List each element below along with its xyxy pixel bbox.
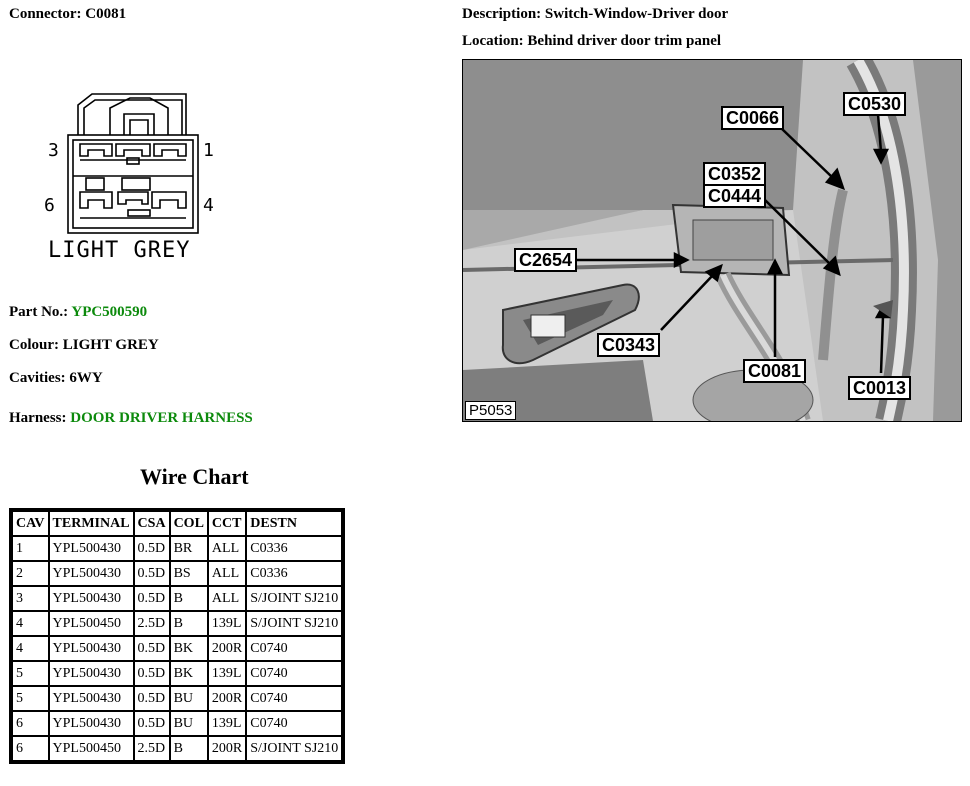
callout-c0066: C0066 [721,106,784,130]
pin-label-6: 6 [44,195,55,216]
wire-chart-title: Wire Chart [140,464,249,489]
cavities-row [9,370,103,387]
table-row [13,537,341,560]
callout-c0013: C0013 [848,376,911,400]
cell-cct: 139L [209,712,245,735]
colour-label: Colour: [9,337,59,353]
callout-c0343: C0343 [597,333,660,357]
part-number-label: Part No.: [9,304,69,320]
callout-c0444: C0444 [703,184,766,208]
cell-col: B [171,612,207,635]
cell-csa: 0.5D [135,712,169,735]
cell-destn: C0336 [247,562,341,585]
table-row [13,637,341,660]
table-row [13,562,341,585]
cavities-label: Cavities: [9,370,66,386]
cell-cav: 3 [13,587,48,610]
cell-terminal: YPL500430 [50,687,133,710]
pin-label-4: 4 [203,195,214,216]
column-header-csa: CSA [135,512,169,535]
cell-col: BU [171,712,207,735]
callout-c2654: C2654 [514,248,577,272]
callout-c0352: C0352 [703,162,766,186]
cell-csa: 0.5D [135,637,169,660]
cell-cct: ALL [209,562,245,585]
cell-destn: S/JOINT SJ210 [247,737,341,760]
cell-col: BR [171,537,207,560]
part-number-row [9,304,147,321]
column-header-cct: CCT [209,512,245,535]
cell-terminal: YPL500430 [50,537,133,560]
cell-terminal: YPL500430 [50,587,133,610]
harness-row [9,410,253,427]
part-number-link[interactable]: YPC500590 [71,304,148,320]
cell-col: B [171,587,207,610]
cell-destn: C0336 [247,537,341,560]
callout-c0530: C0530 [843,92,906,116]
cell-terminal: YPL500430 [50,562,133,585]
pin-label-1: 1 [203,140,214,161]
cell-cav: 6 [13,712,48,735]
cell-cav: 4 [13,637,48,660]
location-photo [462,59,962,422]
callout-c0081: C0081 [743,359,806,383]
cell-cct: 200R [209,737,245,760]
connector-colour-caption: LIGHT GREY [48,238,191,263]
column-header-col: COL [171,512,207,535]
connector-heading [9,6,126,23]
table-row [13,612,341,635]
table-row [13,587,341,610]
location-label: Location: [462,33,524,49]
column-header-destn: DESTN [247,512,341,535]
cell-cav: 1 [13,537,48,560]
cell-cct: 200R [209,687,245,710]
table-row [13,737,341,760]
cell-csa: 0.5D [135,587,169,610]
column-header-cav: CAV [13,512,48,535]
cell-cav: 5 [13,687,48,710]
colour-value: LIGHT GREY [62,337,159,353]
table-row [13,712,341,735]
cell-col: BU [171,687,207,710]
cell-terminal: YPL500430 [50,712,133,735]
cell-cav: 2 [13,562,48,585]
table-header-row [13,512,341,535]
description-value: Switch-Window-Driver door [544,6,729,22]
cell-cav: 6 [13,737,48,760]
cell-col: BS [171,562,207,585]
wire-chart-table [9,508,345,764]
location-heading [462,33,721,50]
cell-terminal: YPL500450 [50,612,133,635]
cell-cct: ALL [209,587,245,610]
cell-cct: 139L [209,662,245,685]
connector-label: Connector: [9,6,82,22]
cell-terminal: YPL500430 [50,637,133,660]
description-label: Description: [462,6,542,22]
table-row [13,662,341,685]
cell-terminal: YPL500430 [50,662,133,685]
cell-terminal: YPL500450 [50,737,133,760]
cell-destn: C0740 [247,662,341,685]
cell-csa: 2.5D [135,612,169,635]
cell-col: B [171,737,207,760]
cell-destn: C0740 [247,712,341,735]
location-value: Behind driver door trim panel [527,33,722,49]
cell-csa: 0.5D [135,687,169,710]
cell-col: BK [171,637,207,660]
cell-csa: 2.5D [135,737,169,760]
cell-cav: 4 [13,612,48,635]
harness-link[interactable]: DOOR DRIVER HARNESS [70,410,253,426]
cell-destn: S/JOINT SJ210 [247,612,341,635]
cell-csa: 0.5D [135,537,169,560]
table-row [13,687,341,710]
photo-reference-code: P5053 [465,401,516,420]
cell-destn: S/JOINT SJ210 [247,587,341,610]
cell-destn: C0740 [247,687,341,710]
cell-cct: ALL [209,537,245,560]
cell-destn: C0740 [247,637,341,660]
harness-label: Harness: [9,410,67,426]
pin-label-3: 3 [48,140,59,161]
cell-cav: 5 [13,662,48,685]
connector-value: C0081 [85,6,127,22]
cell-cct: 139L [209,612,245,635]
cell-csa: 0.5D [135,562,169,585]
column-header-terminal: TERMINAL [50,512,133,535]
cell-cct: 200R [209,637,245,660]
cell-col: BK [171,662,207,685]
colour-row [9,337,159,354]
cell-csa: 0.5D [135,662,169,685]
cavities-value: 6WY [69,370,103,386]
description-heading [462,6,728,23]
